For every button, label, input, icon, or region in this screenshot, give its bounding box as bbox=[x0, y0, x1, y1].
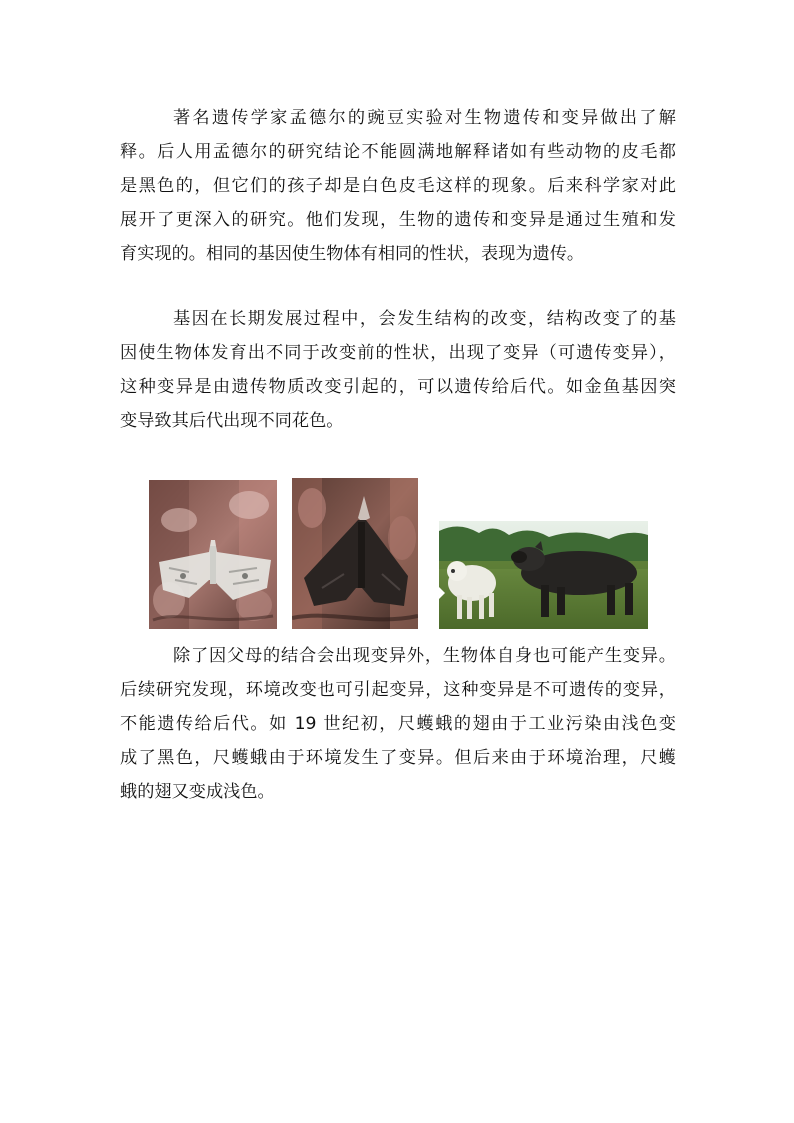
text-line: 变导致其后代出现不同花色。 bbox=[120, 411, 344, 431]
text-line: 不能遗传给后代。如 19 世纪初，尺蠖蛾的翅由于工业污染由浅色变 bbox=[120, 714, 676, 734]
text-line: 释。后人用孟德尔的研究结论不能圆满地解释诸如有些动物的皮毛都 bbox=[120, 142, 676, 162]
text-line: 育实现的。相同的基因使生物体有相同的性状，表现为遗传。 bbox=[120, 244, 585, 264]
text-line: 因使生物体发育出不同于改变前的性状，出现了变异（可遗传变异）， bbox=[120, 343, 676, 363]
text-line: 著名遗传学家孟德尔的豌豆实验对生物遗传和变异做出了解 bbox=[173, 108, 676, 128]
text-line: 成了黑色，尺蠖蛾由于环境发生了变异。但后来由于环境治理，尺蠖 bbox=[120, 748, 676, 768]
dark-moth-photo bbox=[292, 478, 418, 629]
paragraph-gene-mutation bbox=[120, 302, 676, 438]
sheep-photo bbox=[439, 521, 648, 629]
paragraph-heredity-intro bbox=[120, 101, 676, 271]
text-line: 基因在长期发展过程中，会发生结构的改变，结构改变了的基 bbox=[173, 309, 676, 329]
text-line: 后续研究发现，环境改变也可引起变异，这种变异是不可遗传的变异， bbox=[120, 680, 676, 700]
text-line: 蛾的翅又变成浅色。 bbox=[120, 782, 275, 802]
paragraph-environmental-variation bbox=[120, 639, 676, 809]
text-line: 除了因父母的结合会出现变异外，生物体自身也可能产生变异。 bbox=[173, 646, 676, 666]
light-moth-photo bbox=[149, 480, 277, 629]
text-line: 展开了更深入的研究。他们发现，生物的遗传和变异是通过生殖和发 bbox=[120, 210, 676, 230]
text-line: 是黑色的，但它们的孩子却是白色皮毛这样的现象。后来科学家对此 bbox=[120, 176, 676, 196]
text-line: 这种变异是由遗传物质改变引起的，可以遗传给后代。如金鱼基因突 bbox=[120, 377, 676, 397]
